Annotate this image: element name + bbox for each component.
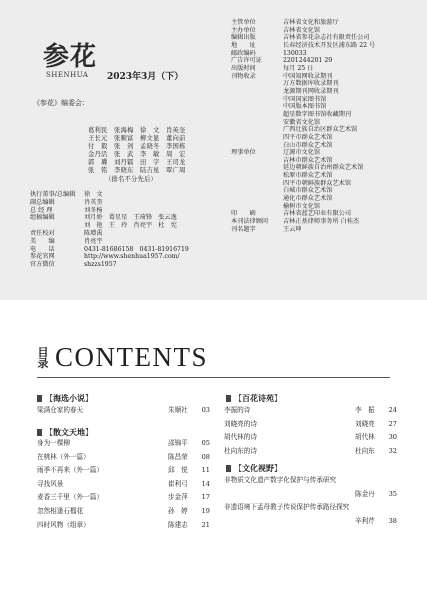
- staff-label: [30, 222, 84, 230]
- toc-title: 刘晓亮的诗: [224, 419, 257, 428]
- toc-item[interactable]: [224, 404, 397, 418]
- toc-author: 朱顺社: [168, 406, 188, 414]
- editorial-board-row: 王长元 张顺富 柳文显 董向前: [88, 135, 186, 142]
- toc-page: 35: [388, 489, 397, 498]
- pub-value: 白城市群众艺术馆: [283, 187, 333, 195]
- toc-title: 非物质文化遗产数字化保护与传承研究: [224, 476, 337, 484]
- toc-page: 38: [388, 516, 397, 525]
- issue-date: 2023年3月（下）: [107, 72, 184, 82]
- pub-value: 吉林省参花杂志社有限责任公司: [283, 34, 370, 42]
- staff-label: 总 经 理: [30, 206, 53, 214]
- toc-page: 14: [201, 479, 210, 488]
- section-title: 文化视野: [242, 463, 274, 473]
- pub-row: [231, 19, 375, 27]
- toc-item[interactable]: [224, 515, 397, 529]
- contents-title: CONTENTS: [55, 342, 208, 372]
- divider: [37, 377, 390, 378]
- pub-value: 广西壮族自治区群众艺术馆: [283, 126, 358, 134]
- toc-author: 李 振: [355, 406, 375, 414]
- toc-title: 梁满仓家的春天: [37, 406, 84, 414]
- pub-value: 辽源市文化馆: [283, 149, 321, 157]
- toc-title: 四时风物（组章）: [37, 520, 90, 529]
- staff-row: [30, 238, 189, 246]
- pub-value: 超星数字图书馆收藏期刊: [283, 110, 352, 118]
- pub-label: 编辑出版: [231, 34, 256, 42]
- section-marker-icon: [226, 395, 231, 402]
- pub-value: 中国知网收录期刊: [283, 72, 333, 80]
- toc-item[interactable]: [37, 437, 210, 451]
- toc-page: 30: [388, 433, 397, 442]
- pub-value: 龙源期刊网收录期刊: [283, 87, 339, 95]
- toc-page: 19: [201, 506, 210, 515]
- staff-value: 陈增禹: [84, 229, 103, 237]
- staff-row: [30, 191, 189, 199]
- toc-author: 杜向东: [355, 446, 375, 455]
- staff-row: [30, 230, 189, 238]
- section-title: 百花诗苑: [242, 393, 274, 403]
- section-title: 海选小说: [53, 393, 85, 403]
- toc-author: [355, 501, 383, 515]
- toc-title: 在桃林（外一篇）: [37, 452, 90, 461]
- section-title: 散文天地: [53, 427, 85, 437]
- pub-value: 松原市群众艺术馆: [283, 172, 333, 180]
- pub-value: 延边朝鲜族自治州群众艺术馆: [283, 164, 364, 172]
- logo-en: SHENHUA: [46, 71, 89, 79]
- toc-page: 05: [201, 439, 210, 447]
- pub-row: [231, 57, 375, 65]
- toc-item[interactable]: [37, 519, 210, 533]
- editorial-board-row: 郭 瓘 刘丹镭 田 宇 王司龙: [88, 159, 186, 166]
- section-marker-icon: [37, 395, 42, 402]
- staff-label: 责任校对: [30, 229, 55, 237]
- phone-value: 0431-81686158 0431-81916719: [84, 245, 189, 253]
- toc-item[interactable]: [37, 464, 210, 478]
- toc-author: 辛利芹: [355, 516, 375, 525]
- staff-value: 肖英奎: [84, 198, 103, 206]
- pub-label: 广告许可证: [231, 57, 262, 65]
- toc-author: 崔利弓: [168, 479, 188, 488]
- toc-author: 刘晓亮: [355, 419, 375, 428]
- toc-page: 03: [201, 406, 210, 414]
- pub-row: [231, 42, 375, 50]
- staff-row: [30, 253, 189, 261]
- staff-label: 官方微信: [30, 261, 55, 269]
- toc-title: [224, 515, 355, 529]
- toc-title: 非遗语境下孟母教子传说保护传承路径探究: [224, 503, 350, 512]
- pub-value: 吉林正基律师事务所 白桂杰: [283, 218, 360, 226]
- staff-value: 肖亮宇: [84, 237, 103, 245]
- pub-value: 白山市群众艺术馆: [283, 141, 333, 149]
- toc-author: 陈金丹: [355, 489, 375, 498]
- pub-label: 刊物收录: [231, 72, 256, 80]
- pub-value: 吉林省文化馆: [283, 26, 321, 34]
- logo-cn: 参花: [43, 42, 98, 72]
- toc-author: 陈建志: [168, 520, 188, 529]
- editorial-board-note: （排名不分先后）: [105, 176, 157, 183]
- pub-row: [231, 218, 375, 226]
- pub-label: 地 址: [231, 41, 256, 49]
- toc-title: 忽然相逢石榴花: [37, 506, 84, 515]
- toc-item[interactable]: [224, 474, 397, 488]
- pub-value: 通化市群众艺术馆: [283, 195, 333, 203]
- pub-value: 四平市群众艺术馆: [283, 133, 333, 141]
- pub-value: 中国国家图书馆: [283, 95, 327, 103]
- toc-item[interactable]: [224, 418, 397, 432]
- toc-page: 11: [201, 466, 210, 475]
- pub-label: 主办单位: [231, 26, 256, 34]
- staff-value: 徐 文: [84, 191, 103, 198]
- pub-row: [231, 210, 375, 218]
- toc-page: [383, 501, 397, 515]
- pub-row: [231, 226, 375, 234]
- toc-item[interactable]: [37, 404, 210, 418]
- staff-value: 刘 艳 王 玲 肖亮宇 杜 宪: [84, 222, 177, 230]
- pub-label: 出版时间: [231, 64, 256, 72]
- website-link[interactable]: http://www.shenhua1957.com/: [84, 253, 180, 261]
- section-heading: 【 海选小说 】: [37, 393, 93, 404]
- pub-label: 主管单位: [231, 19, 256, 26]
- pub-row: [231, 65, 375, 73]
- section-heading: 【 文化视野 】: [226, 463, 282, 474]
- mulu-label: 目录: [37, 345, 49, 370]
- staff-label: 组稿编辑: [30, 214, 55, 222]
- toc-item[interactable]: [37, 491, 210, 505]
- editorial-board-row: 张 铭 李晓东 陆吉星 覃广周: [88, 167, 186, 174]
- editorial-board-title: 《参花》编委会：: [33, 99, 89, 107]
- pub-label: 刊名题字: [231, 225, 256, 233]
- toc-author: [355, 474, 383, 488]
- pub-label: 本刊法律顾问: [231, 218, 269, 226]
- pub-row: [231, 34, 375, 42]
- pub-value: 王云坤: [283, 225, 302, 233]
- toc-item[interactable]: [37, 478, 210, 492]
- toc-title: 李振的诗: [224, 406, 251, 414]
- toc-author: 邵锦平: [168, 439, 188, 447]
- staff-label: 美 编: [30, 237, 55, 245]
- toc-page: 17: [201, 493, 210, 502]
- pub-label: 邮政编码: [231, 49, 256, 57]
- pub-value: 吉林省蓝艺印业有限公司: [283, 210, 352, 218]
- editorial-board-row: 葛利民 张海梅 徐 文 肖英奎: [88, 127, 186, 134]
- toc-title: [224, 488, 355, 502]
- pub-label: 理事单位: [231, 148, 256, 156]
- contents-header: [37, 342, 208, 373]
- toc-item[interactable]: [224, 501, 397, 515]
- staff-row: [30, 199, 189, 207]
- toc-page: 24: [388, 406, 397, 414]
- pub-value: 每月 25 日: [283, 64, 314, 72]
- toc-page: 27: [388, 419, 397, 428]
- pub-label: 印 刷: [231, 210, 256, 218]
- staff-value: 刘冬杨: [84, 206, 103, 214]
- toc-page: 32: [388, 446, 397, 455]
- staff-label: 参花官网: [30, 253, 55, 261]
- pub-value: 四平市朝鲜族群众艺术馆: [283, 179, 352, 187]
- pub-value: 2201244201 29: [283, 57, 333, 65]
- toc-item[interactable]: [224, 445, 397, 459]
- pub-value: 吉林省文化和旅游厅: [283, 19, 339, 26]
- toc-title: 麦香三千里（外一篇）: [37, 493, 103, 502]
- masthead-panel: [0, 0, 427, 300]
- pub-value: 中国版本图书馆: [283, 103, 327, 111]
- pub-value: 吉林市群众艺术馆: [283, 156, 333, 164]
- staff-value: 刘月娇 葛星星 王琦锋 张云逸: [84, 214, 177, 222]
- toc-author: 陈昌荣: [168, 452, 188, 461]
- toc-item[interactable]: [37, 451, 210, 465]
- toc-title: 身为一棵柳: [37, 439, 70, 447]
- staff-row: [30, 222, 189, 230]
- pub-value: 安徽省文化馆: [283, 118, 321, 126]
- pub-value-list: [283, 73, 351, 119]
- toc-page: [383, 474, 397, 488]
- toc-list: [37, 437, 210, 532]
- toc-author: 步金萍: [168, 493, 188, 502]
- toc-item[interactable]: [224, 488, 397, 502]
- staff-row: [30, 261, 189, 269]
- editorial-board-row: 付 毅 张 剑 孟晓冬 李国栋: [88, 143, 186, 150]
- toc-author: 胡代林: [355, 433, 375, 442]
- toc-page: 21: [201, 520, 210, 529]
- staff-label: 执行董事/总编辑: [30, 191, 76, 198]
- publication-info: [231, 19, 375, 233]
- toc-page: 08: [201, 452, 210, 461]
- toc-item[interactable]: [37, 505, 210, 519]
- toc-title: 雨季不再来（外一篇）: [37, 466, 103, 475]
- section-heading: 【 百花诗苑 】: [226, 393, 282, 404]
- toc-author: 孙 婷: [168, 506, 188, 515]
- pub-value-list: [283, 119, 363, 211]
- toc-list: [224, 404, 397, 458]
- toc-title: 胡代林的诗: [224, 433, 257, 442]
- pub-row: [231, 73, 375, 119]
- pub-value: 榆树市文化馆: [283, 202, 321, 210]
- toc-title: 杜向东的诗: [224, 446, 257, 455]
- toc-title: 寻找风景: [37, 479, 64, 488]
- pub-value: 长春经济技术开发区浦东路 22 号: [283, 41, 376, 49]
- toc-list: [37, 404, 210, 418]
- section-marker-icon: [37, 429, 42, 436]
- editorial-board-row: 金丹活 张 武 李 敏 周 宏: [88, 151, 186, 158]
- section-marker-icon: [226, 465, 231, 472]
- wechat-value: shzzs1957: [84, 261, 117, 269]
- pub-value: 万方数据库收录期刊: [283, 80, 339, 88]
- toc-author: 邱 悦: [168, 466, 188, 475]
- toc-list: [224, 474, 397, 528]
- toc-item[interactable]: [224, 431, 397, 445]
- pub-row: [231, 119, 375, 211]
- staff-label: 电 话: [30, 245, 55, 253]
- staff-list: [30, 191, 189, 269]
- pub-value: 130033: [283, 49, 307, 57]
- staff-label: 副总编辑: [30, 198, 55, 206]
- section-heading: 【 散文天地 】: [37, 427, 93, 438]
